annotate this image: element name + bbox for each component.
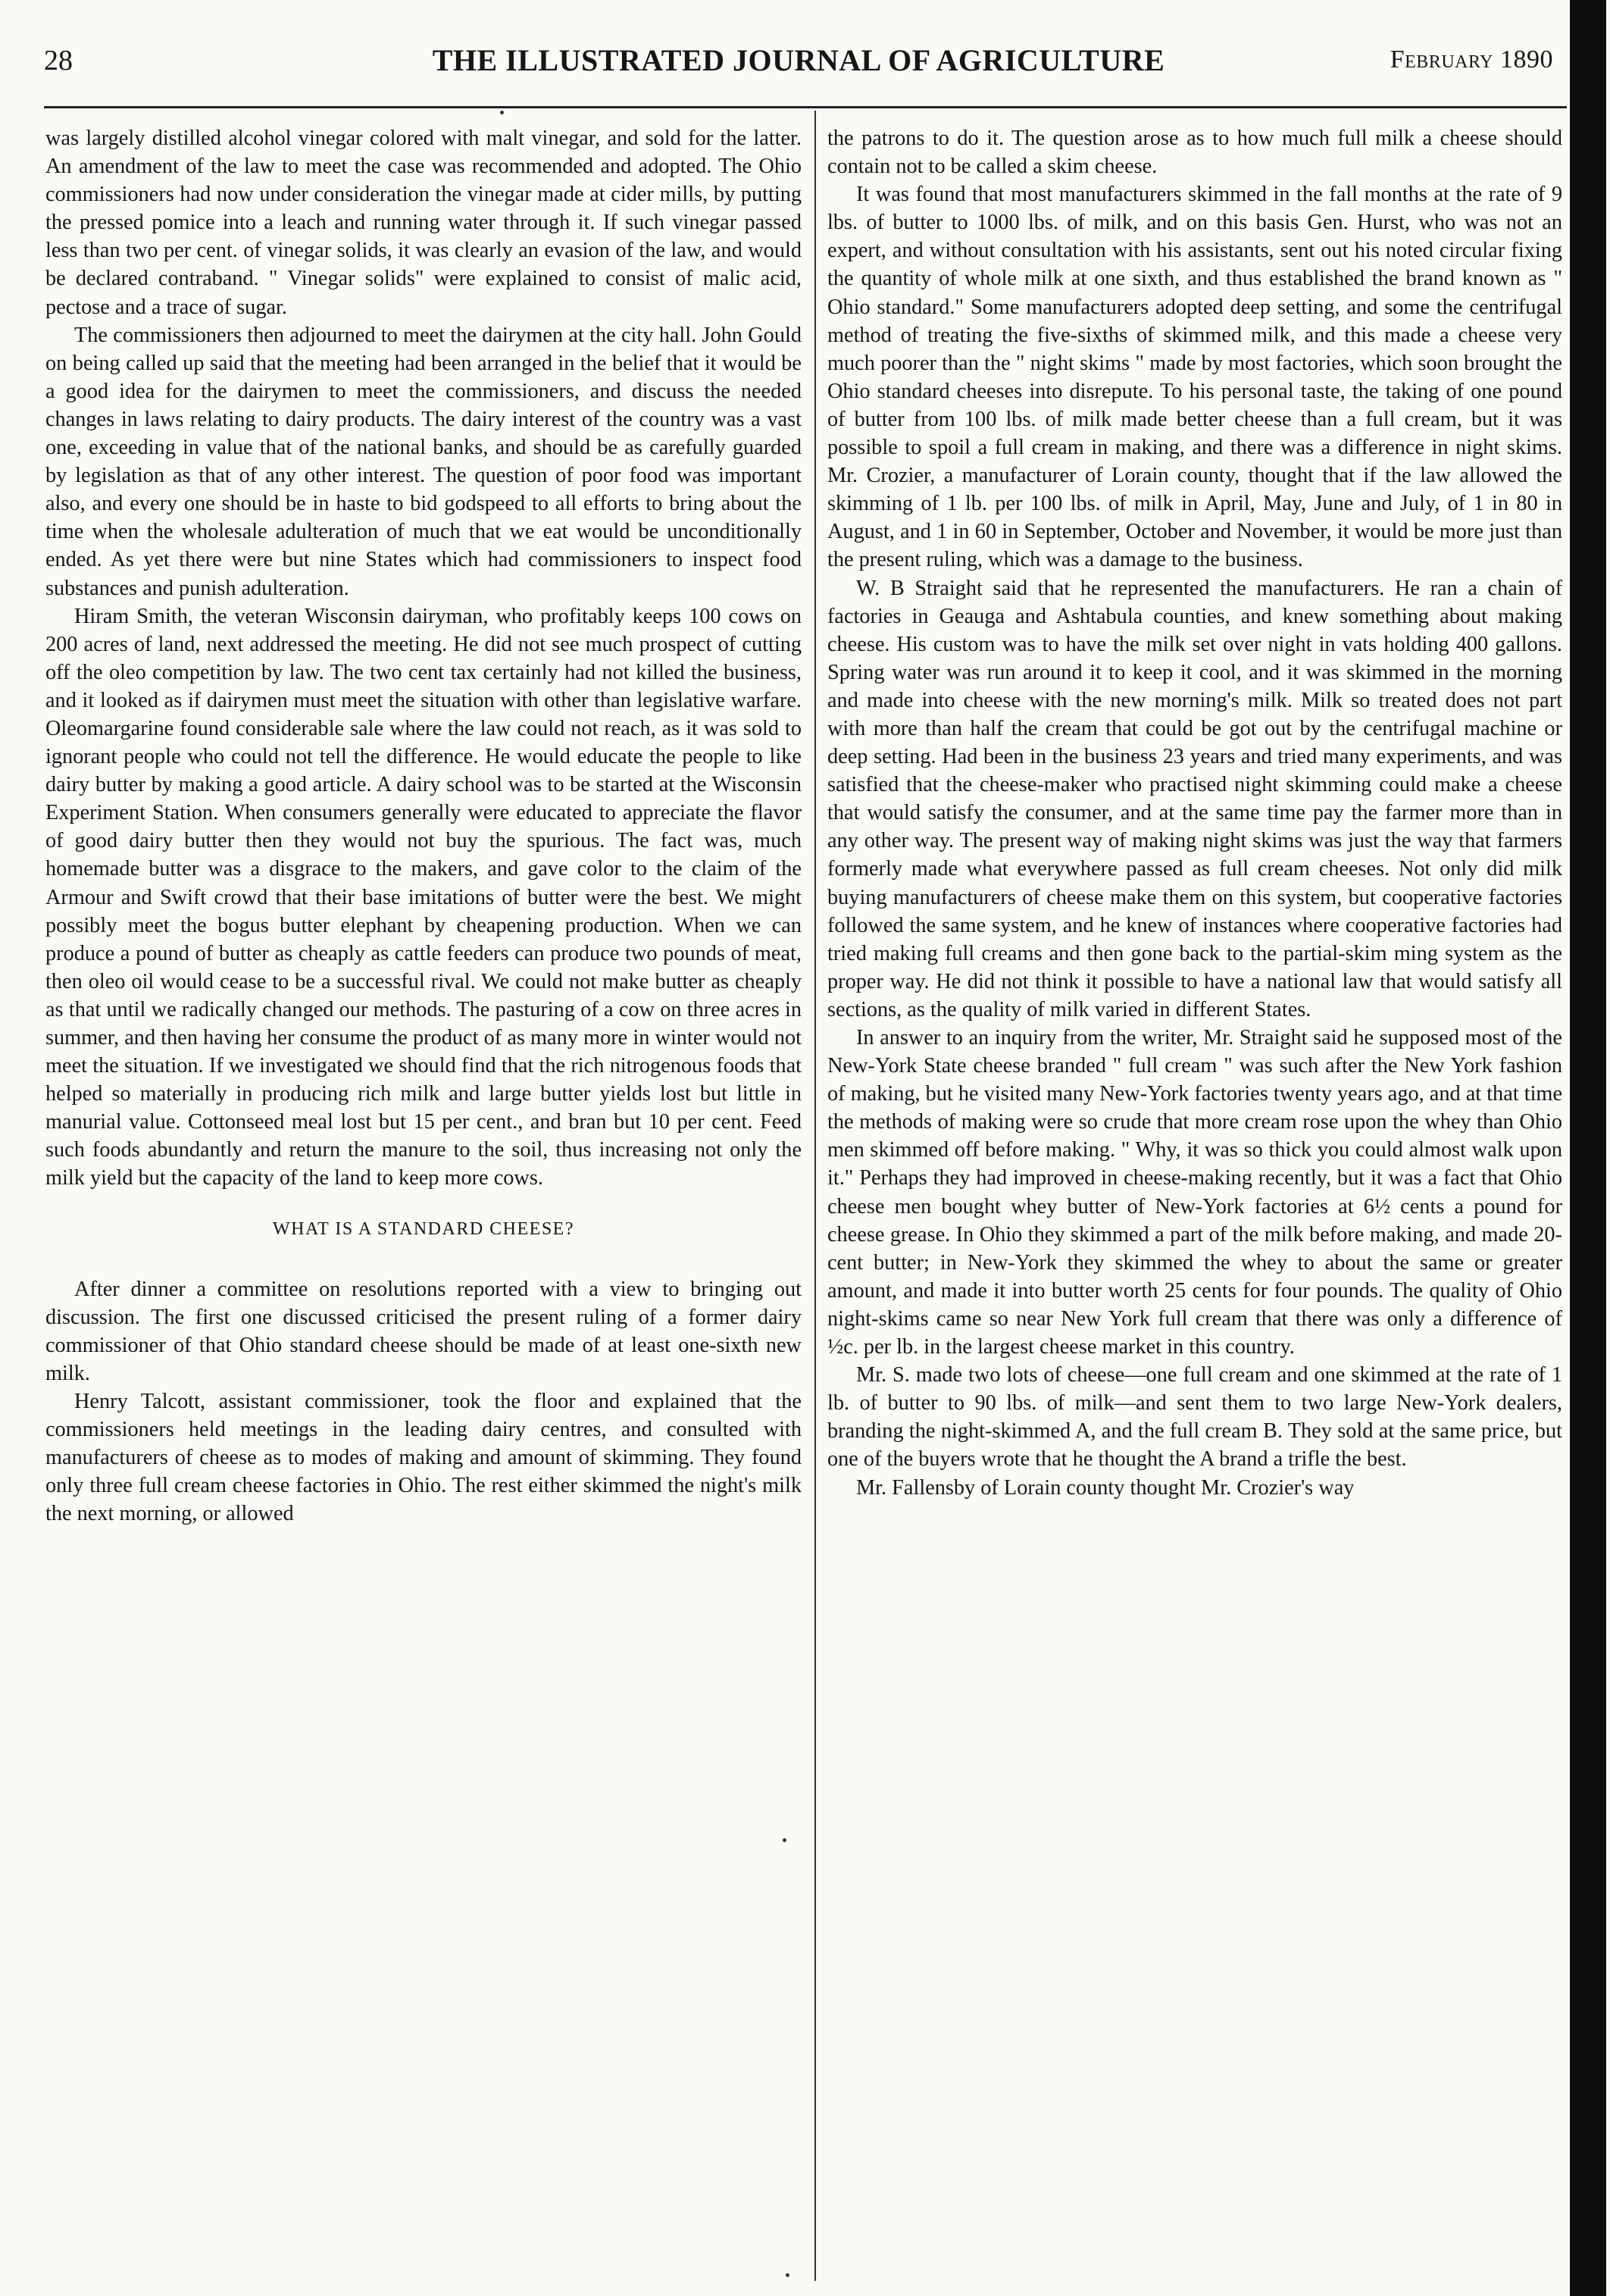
left-column xyxy=(45,124,802,2276)
issue-date: February 1890 xyxy=(1390,45,1553,74)
print-dot-mark xyxy=(500,111,504,114)
paragraph: was largely distilled alcohol vinegar colored with malt vinegar, and sold for the latter. An amendment of the law to meet the case was recommended and adopted. The Ohio commissioners had now under consideration the vinegar made at cider mills, by putting the pressed pomice into a leach and running water through it. If such vinegar passed less than two per cent. of vinegar solids, it was clearly an evasion of the law, and would be declared contraband. " Vinegar solids" were explained to consist of malic acid, pectose and a trace of sugar. xyxy=(45,127,802,319)
paragraph: Mr. Fallensby of Lorain county thought Mr. Crozier's way xyxy=(856,1475,1355,1500)
header-rule xyxy=(44,106,1567,108)
paragraph: Mr. S. made two lots of cheese—one full cream and one skimmed at the rate of 1 lb. of butter to 90 lbs. of milk—and sent them to two large New-York dealers, branding the night-skimmed A, and the full cream B. They sold at the same price, but one of the buyers wrote that he thought the A brand a trifle the best. xyxy=(827,1363,1562,1472)
paragraph: Henry Talcott, assistant commissioner, took the floor and explained that the commissioners held meetings in the leading dairy centres, and consulted with manufacturers of cheese as to modes of making and amount of skimming. They found only three full cream cheese factories in Ohio. The rest either skimmed the night's milk the next morning, or allowed xyxy=(45,1390,802,1526)
right-column xyxy=(827,124,1562,2276)
paragraph: Hiram Smith, the veteran Wisconsin dairyman, who profitably keeps 100 cows on 200 acres of land, next addressed the meeting. He did not see much prospect of cutting off the oleo competition by law. The two cent tax certainly had not killed the business, and it looked as if dairymen must meet the situation with other than legislative warfare. Oleomargarine found considerable sale where the law could not reach, as it was sold to ignorant people who could not tell the difference. He would educate the people to like dairy butter by making a good article. A dairy school was to be started at the Wisconsin Experiment Station. When consumers generally were educated to appreciate the flavor of good dairy butter then they would not buy the spurious. The fact was, much homemade butter was a disgrace to the makers, and gave color to the claim of the Armour and Swift crowd that their base imitations of butter were the best. We might possibly meet the bogus butter elephant by cheapening production. When we can produce a pound of butter as cheaply as cattle feeders can produce two pounds of meat, then oleo oil would cease to be a successful rival. We could not make butter as cheaply as that until we radically changed our methods. The pasturing of a cow on three acres in summer, and then having her consume the product of as many more in winter would not meet the situation. If we investigated we should find that the rich nitrogenous foods that helped so materially in producing rich milk and large butter yields lost but little in manurial value. Cottonseed meal lost but 15 per cent., and bran but 10 per cent. Feed such foods abundantly and return the manure to the soil, thus increasing not only the milk yield but the capacity of the land to keep more cows. xyxy=(45,604,802,1190)
page-header xyxy=(44,39,1553,88)
paragraph: After dinner a committee on resolutions reported with a view to bringing out discussion. The first one discussed criticised the present ruling of a former dairy commissioner of that Ohio standard cheese should be made of at least one-sixth new milk. xyxy=(45,1277,802,1385)
paragraph: the patrons to do it. The question arose as to how much full milk a cheese should contain not to be called a skim cheese. xyxy=(827,127,1562,179)
paragraph: The commissioners then adjourned to meet the dairymen at the city hall. John Gould on being called up said that the meeting had been arranged in the belief that it would be a good idea for the dairymen to meet the commissioners, and discuss the needed changes in laws relating to dairy products. The dairy interest of the country was a vast one, exceeding in value that of the national banks, and should be as carefully guarded by legislation as that of any other interest. The question of poor food was important also, and every one should be in haste to bid godspeed to all efforts to bring about the time when the wholesale adulteration of much that we eat would be unconditionally ended. As yet there were but nine States which had commissioners to inspect food substances and punish adulteration. xyxy=(45,323,802,600)
paragraph: In answer to an inquiry from the writer, Mr. Straight said he supposed most of the New-York State cheese branded " full cream " was such after the New York fashion of making, but he visited many New-York factories twenty years ago, and at that time the methods of making were so crude that more cream rose upon the whey than Ohio men skimmed off before making. " Why, it was so thick you could almost walk upon it." Perhaps they had improved in cheese-making recently, but it was a fact that Ohio cheese men bought whey butter of New-York factories at 6½ cents a pound for cheese grease. In Ohio they skimmed a part of the milk before making, and made 20-cent butter; in New-York they skimmed the whey to about the same or greater amount, and made it into butter worth 25 cents for four pounds. The quality of Ohio night-skims came so near New York full cream that there was only a difference of ½c. per lb. in the largest cheese market in this country. xyxy=(827,1026,1562,1359)
scan-edge-border xyxy=(1570,0,1606,2296)
paragraph: It was found that most manufacturers skimmed in the fall months at the rate of 9 lbs. of butter to 1000 lbs. of milk, and on this basis Gen. Hurst, who was not an expert, and without consultation with his assistants, sent out his noted circular fixing the quantity of whole milk at one sixth, and thus established the brand known as " Ohio standard." Some manufacturers adopted deep setting, and some the centrifugal method of treating the five-sixths of skimmed milk, and this made a cheese very much poorer than the " night skims " made by most factories, which soon brought the Ohio standard cheeses into disrepute. To his personal taste, the taking of one pound of butter from 100 lbs. of milk made better cheese than a full cream, but it was possible to spoil a full cream in making, and there was a difference in night skims. Mr. Crozier, a manufacturer of Lorain county, thought that if the law allowed the skimming of 1 lb. per 100 lbs. of milk in April, May, June and July, of 1 in 80 in August, and 1 in 60 in September, October and November, it would be more just than the present ruling, which was a damage to the business. xyxy=(827,183,1562,572)
journal-title: THE ILLUSTRATED JOURNAL OF AGRICULTURE xyxy=(432,43,1165,77)
column-divider xyxy=(814,111,816,2281)
paragraph: W. B Straight said that he represented the manufacturers. He ran a chain of factories in Geauga and Ashtabula counties, and knew something about making cheese. His custom was to have the milk set over night in vats holding 400 gallons. Spring water was run around it to keep it cool, and it was skimmed in the morning and made into cheese with the new morning's milk. Milk so treated does not part with more than half the cream that could be got out by the centrifugal machine or deep setting. Had been in the business 23 years and tried many experiments, and was satisfied that the cheese-maker who practised night skimming could make a cheese that would satisfy the consumer, and at the same time pay the farmer more than in any other way. The present way of making night skims was just the way that farmers formerly made what everywhere passed as full cream cheeses. Not only did milk buying manufacturers of cheese make them on this system, but cooperative factories followed the same system, and he knew of instances where cooperative factories had tried making full creams and then gone back to the partial-skim ming system as the proper way. He did not think it possible to have a national law that would satisfy all sections, as the quality of milk varied in different States. xyxy=(827,576,1562,1021)
page-number: 28 xyxy=(44,45,73,77)
section-heading: WHAT IS A STANDARD CHEESE? xyxy=(273,1218,574,1239)
